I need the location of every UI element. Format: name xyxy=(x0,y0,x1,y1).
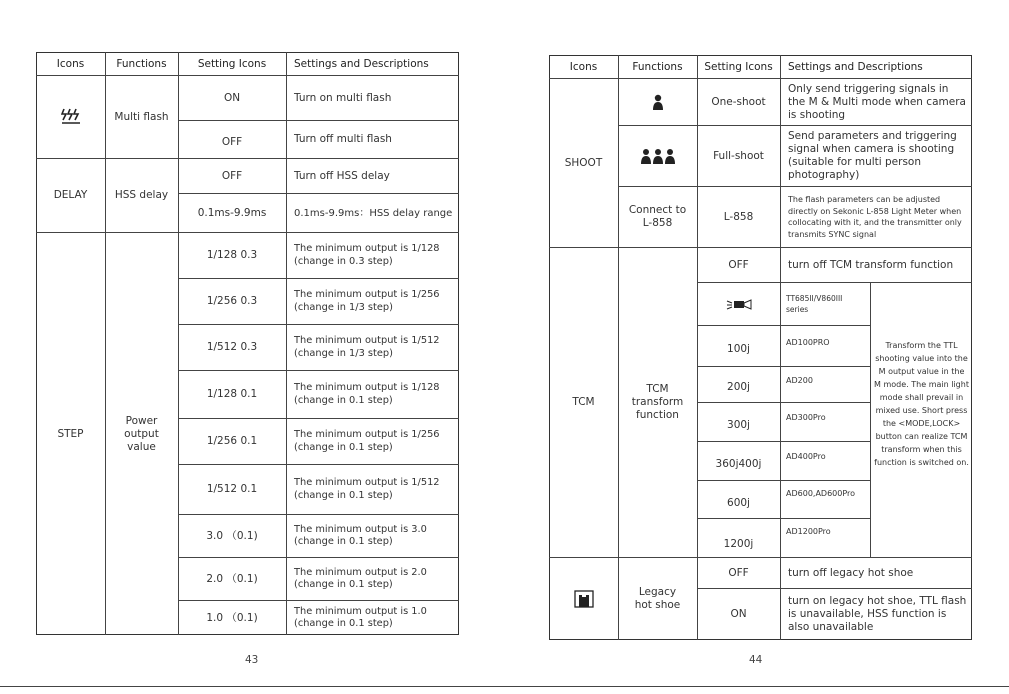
single-person-icon xyxy=(618,79,697,125)
delay-off-setting: OFF xyxy=(221,169,243,182)
delay-off-desc: Turn off HSS delay xyxy=(294,169,390,182)
flash-unit-icon xyxy=(697,283,780,325)
delay-range-setting: 0.1ms-9.9ms xyxy=(197,206,267,219)
step-icon: STEP xyxy=(57,427,84,440)
multi-off-setting: OFF xyxy=(221,136,243,148)
tcm-off-setting: OFF xyxy=(728,258,749,271)
legacy-off-desc: turn off legacy hot shoe xyxy=(788,566,914,579)
multi-flash-function: Multi flash xyxy=(114,110,169,123)
step-desc: The minimum output is 2.0 (change in 0.1 step) xyxy=(294,566,427,590)
tcm-setting: 360j400j xyxy=(715,457,762,470)
step-desc: The minimum output is 1/128 (change in 0.3 step) xyxy=(294,243,440,267)
delay-icon: DELAY xyxy=(53,189,88,201)
tcm-icon: TCM xyxy=(572,396,595,408)
header-functions: Functions xyxy=(632,61,683,73)
l858-setting: L-858 xyxy=(723,210,754,223)
tcm-model: AD100PRO xyxy=(786,338,830,347)
legacy-on-setting: ON xyxy=(730,608,747,620)
header-setting-icons: Setting Icons xyxy=(197,58,267,70)
bottom-rule xyxy=(0,686,1009,687)
tcm-model: AD300Pro xyxy=(786,413,826,422)
step-function: Power output value xyxy=(124,414,159,453)
legacy-function: Legacy hot shoe xyxy=(634,586,681,611)
full-shoot-desc: Send parameters and triggering signal when camera is shooting (suitable for multi person photography) xyxy=(788,130,957,181)
shoot-icon: SHOOT xyxy=(564,156,603,169)
tcm-off-desc: turn off TCM transform function xyxy=(788,258,954,271)
header-icons: Icons xyxy=(56,58,85,70)
tcm-setting: 1200j xyxy=(723,537,754,550)
tcm-model: AD400Pro xyxy=(786,452,826,461)
tcm-setting: 300j xyxy=(727,418,750,431)
tcm-setting: 600j xyxy=(727,497,750,509)
step-desc: The minimum output is 1/256 (change in 0.1 step) xyxy=(294,429,440,453)
tcm-model: AD600,AD600Pro xyxy=(786,489,856,498)
tcm-model: TT685II/V860III series xyxy=(786,294,843,314)
header-settings: Settings and Descriptions xyxy=(294,58,429,70)
multi-on-setting: ON xyxy=(223,91,241,104)
step-desc: The minimum output is 3.0 (change in 0.1 step) xyxy=(294,523,427,547)
step-setting: 2.0 （0.1) xyxy=(206,572,258,585)
header-icons: Icons xyxy=(569,61,598,73)
step-setting: 1.0 （0.1) xyxy=(206,611,258,624)
one-shoot-desc: Only send triggering signals in the M & Multi mode when camera is shooting xyxy=(788,82,966,121)
header-setting-icons: Setting Icons xyxy=(704,61,773,73)
full-shoot-setting: Full-shoot xyxy=(713,149,764,162)
tcm-function: TCM transform function xyxy=(631,383,684,421)
tcm-model: AD200 xyxy=(786,376,813,385)
step-setting: 1/256 0.3 xyxy=(206,295,258,307)
multi-off-desc: Turn off multi flash xyxy=(294,133,392,145)
step-setting: 1/256 0.1 xyxy=(206,435,258,447)
step-desc: The minimum output is 1.0 (change in 0.1 step) xyxy=(294,605,427,629)
step-setting: 1/512 0.1 xyxy=(206,483,258,495)
delay-range-desc: 0.1ms-9.9ms：HSS delay range xyxy=(294,207,453,219)
step-desc: The minimum output is 1/128 (change in 0.1 step) xyxy=(294,382,440,406)
three-persons-icon xyxy=(618,126,697,186)
hot-shoe-icon xyxy=(549,558,618,640)
step-setting: 1/512 0.3 xyxy=(206,341,258,353)
legacy-off-setting: OFF xyxy=(728,566,749,579)
l858-desc: The flash parameters can be adjusted directly on Sekonic L-858 Light Meter when collocating with it, and the transmitter only transmits SYNC signal xyxy=(788,195,962,239)
step-setting: 1/128 0.1 xyxy=(206,388,258,400)
header-functions: Functions xyxy=(116,58,167,70)
tcm-setting: 100j xyxy=(727,342,750,355)
step-desc: The minimum output is 1/256 (change in 1/3 step) xyxy=(294,289,440,313)
header-settings: Settings and Descriptions xyxy=(788,61,923,73)
legacy-on-desc: turn on legacy hot shoe, TTL flash is unavailable, HSS function is also unavailable xyxy=(788,595,967,633)
delay-function: HSS delay xyxy=(114,189,169,201)
page-number: 43 xyxy=(245,654,259,666)
one-shoot-setting: One-shoot xyxy=(711,95,766,108)
multi-on-desc: Turn on multi flash xyxy=(294,91,392,104)
tcm-setting: 200j xyxy=(727,381,750,393)
step-desc: The minimum output is 1/512 (change in 1/3 step) xyxy=(294,335,440,359)
step-setting: 3.0 （0.1) xyxy=(206,529,258,542)
tcm-model: AD1200Pro xyxy=(786,527,831,536)
tcm-note: Transform the TTL shooting value into the M output value in the M mode. The main light mode shall prevail in mixed use. Short press the <MODE,LOCK> button can realize TCM transform when this function is switched on. xyxy=(874,341,969,467)
step-setting: 1/128 0.3 xyxy=(206,249,258,261)
connect-l858-function: Connect to L-858 xyxy=(628,204,687,229)
step-desc: The minimum output is 1/512 (change in 0.1 step) xyxy=(294,477,440,501)
page-number: 44 xyxy=(749,654,763,666)
